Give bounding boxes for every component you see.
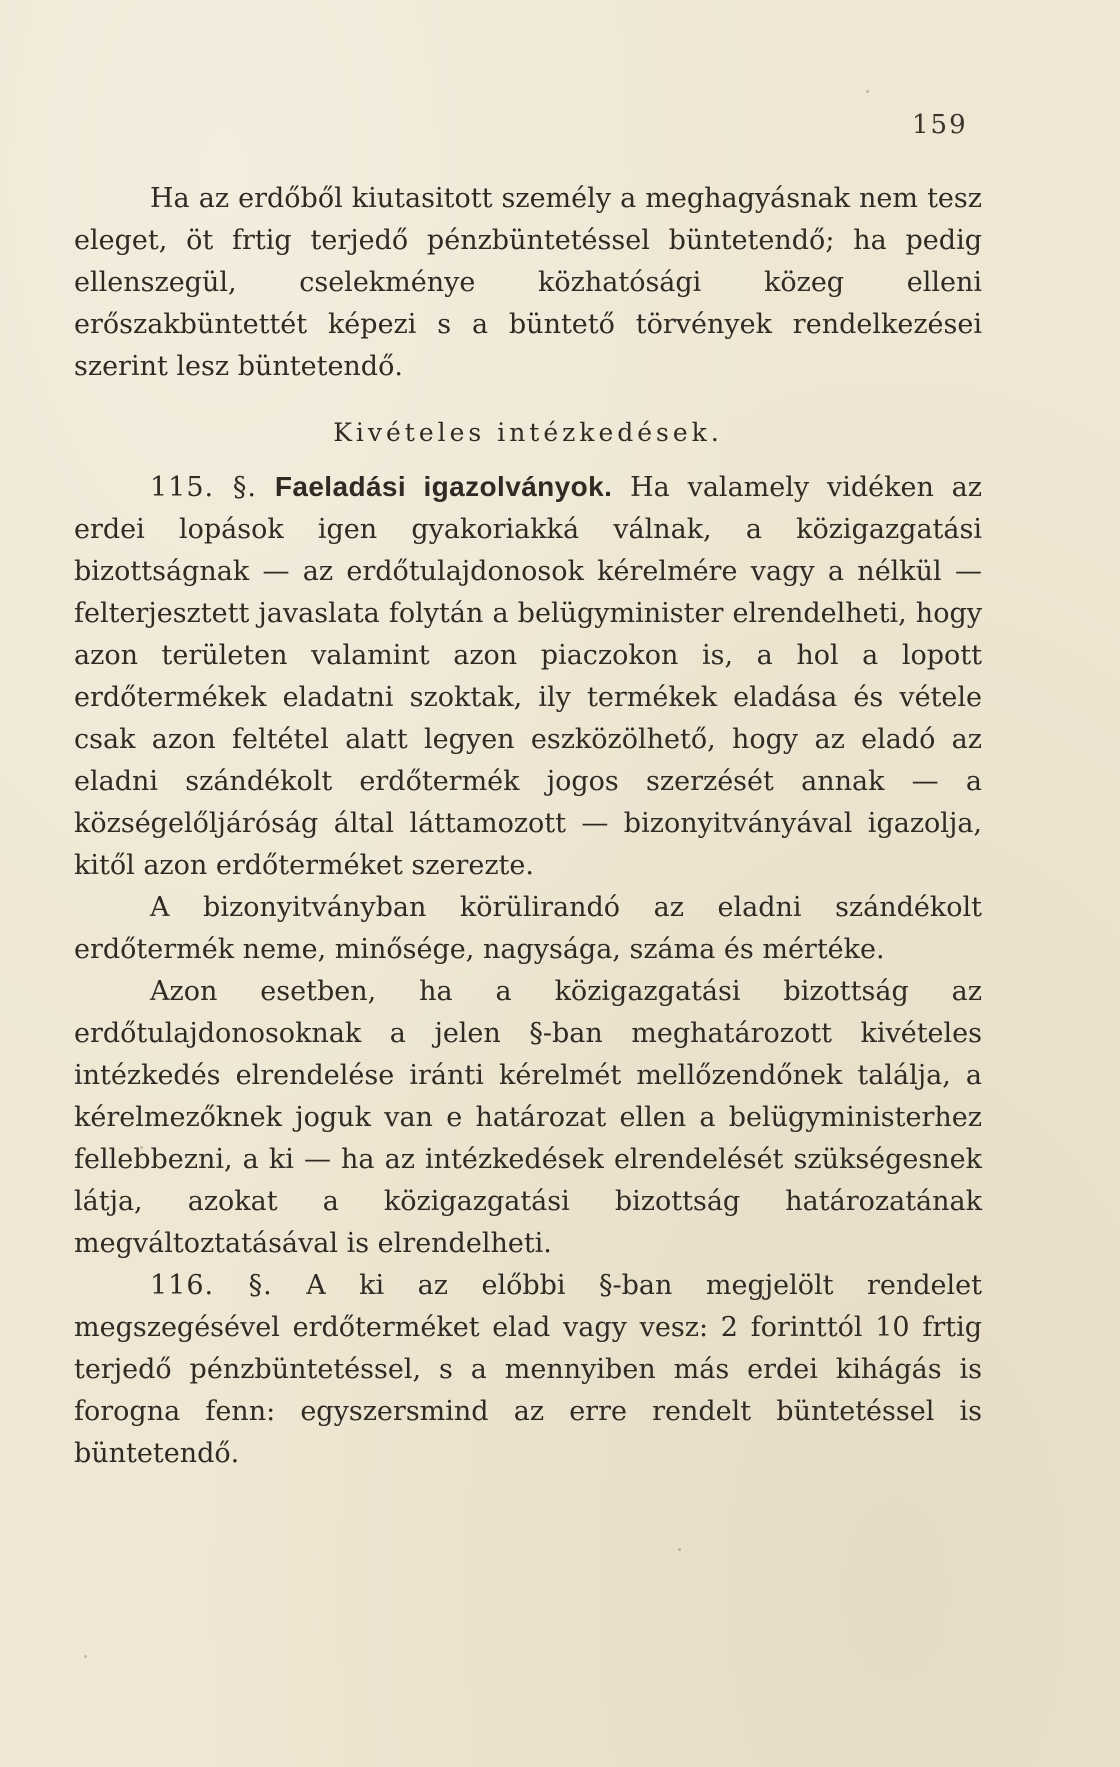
paragraph-penalty-expulsion: Ha az erdőből kiutasitott személy a meghagyásnak nem tesz eleget, öt frtig terjedő pénzbüntetéssel büntetendő; ha pedig ellenszegül, cselekménye közhatósági közeg elleni erőszakbüntettét képezi s a büntető törvények rendelkezései szerint lesz büntetendő.	[74, 183, 982, 382]
print-speck	[84, 1655, 87, 1658]
section-116-text: A ki az előbbi §-ban megjelölt rendelet megszegésével erdőterméket elad vagy vesz: 2 forinttól 10 frtig terjedő pénzbüntetéssel, s a mennyiben más erdei kihágás is forogna fenn: egyszersmind az erre rendelt büntetéssel is büntetendő.	[74, 1270, 982, 1469]
page-number: 159	[912, 110, 968, 140]
section-115-number: 115. §.	[150, 472, 258, 503]
print-speck	[140, 1146, 143, 1149]
print-speck	[678, 1548, 681, 1551]
main-text	[74, 178, 982, 1475]
section-heading: Kivételes intézkedések.	[333, 418, 723, 447]
print-speck	[866, 90, 869, 93]
section-115-text: Ha valamely vidéken az erdei lopások igen gyakoriakká válnak, a közigazgatási bizottságnak — az erdőtulajdonosok kérelmére vagy a nélkül — felterjesztett javaslata folytán a belügyminister elrendelheti, hogy azon területen valamint azon piaczokon is, a hol a lopott erdőtermékek eladatni szoktak, ily termékek eladása és vétele csak azon feltétel alatt legyen eszközölhető, hogy az eladó az eladni szándékolt erdőtermék jogos szerzését annak — a községelőljáróság által láttamozott — bizonyitványával igazolja, kitől azon erdőterméket szerezte.	[74, 472, 982, 881]
section-115-paragraph	[74, 466, 982, 887]
paragraph-certificate-contents: A bizonyitványban körülirandó az eladni szándékolt erdőtermék neme, minősége, nagysága, száma és mértéke.	[74, 892, 982, 965]
section-116-paragraph	[74, 1265, 982, 1475]
section-115-title: Faeladási igazolványok.	[274, 471, 613, 502]
paragraph-appeal: Azon esetben, ha a közigazgatási bizottság az erdőtulajdonosoknak a jelen §-ban meghatározott kivételes intézkedés elrendelése iránti kérelmét mellőzendőnek találja, a kérelmezőknek joguk van e határozat ellen a belügyministerhez fellebbezni, a ki — ha az intézkedések elrendelését szükségesnek látja, azokat a közigazgatási bizottság határozatának megváltoztatásával is elrendelheti.	[74, 976, 982, 1259]
section-116-number: 116. §.	[150, 1270, 273, 1301]
